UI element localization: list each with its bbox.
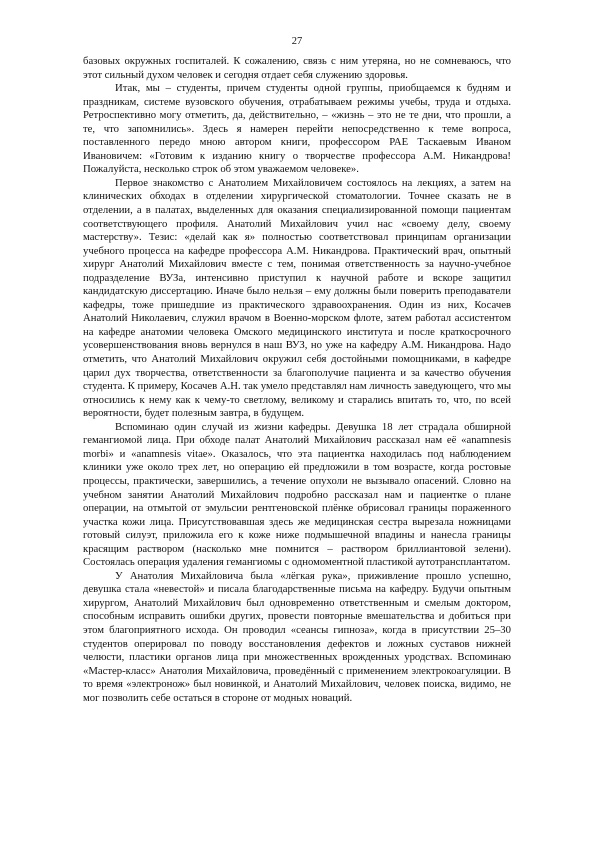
paragraph-1: базовых окружных госпиталей. К сожалению, связь с ним утеряна, но не сомневаюсь, что этот сильный духом человек и сегодня отдает себя служению здоровья. <box>83 55 511 81</box>
paragraph-2: Итак, мы – студенты, причем студенты одной группы, приобщаемся к будням и праздникам, системе вузовского обучения, отрабатываем режимы учебы, труда и отдыха. Ретроспективно могу отметить, да, действительно, – «жизнь – это не те дни, что прошли, а те, что запомнились». Здесь я намерен перейти непосредственно к теме вопроса, поставленного передо мною автором книги, профессором РАЕ Таскаевым Иваном Ивановичем: «Готовим к изданию книгу о творчестве профессора А.М. Никандрова! Пожалуйста, несколько строк об этом уважаемом человеке». <box>83 82 511 176</box>
page-number: 27 <box>291 36 303 47</box>
paragraph-4: Вспоминаю один случай из жизни кафедры. Девушка 18 лет страдала обширной гемангиомой лица. При обходе палат Анатолий Михайлович рассказал нам её «anamnesis morbi» и «anamnesis vitae». Оказалось, что эта пациентка находилась под наблюдением клиники уже около трех лет, но операцию ей предложили в том возрасте, когда ростовые процессы, практически, завершились, а течение опухоли не вызывало опасений. Словно на учебном занятии Анатолий Михайлович подробно рассказал нам и пациентке о плане операции, на отмытой от эмульсии рентгеновской плёнке обрисовал границы пораженного участка кожи лица. Присутствовавшая здесь же медицинская сестра вырезала ножницами готовый силуэт, приложила его к коже ниже подмышечной впадины и нанесла границы красящим раствором (насколько мне помнится – раствором бриллиантовой зелени). Состоялась операция удаления гемангиомы с одномоментной пластикой аутотрансплантатом. <box>83 420 511 569</box>
paragraph-5: У Анатолия Михайловича была «лёгкая рука», приживление прошло успешно, девушка стала «невестой» и писала благодарственные письма на кафедру. Будучи опытным хирургом, Анатолий Михайлович был одновременно ответственным и смелым доктором, способным исправить ошибки других, провести повторные вмешательства и добиться при этом благоприятного исхода. Он проводил «сеансы гипноза», когда в присутствии 25–30 студентов оперировал по поводу восстановления дефектов и ложных суставов нижней челюсти, пластики органов лица при множественных врожденных уродствах. Вспоминаю «Мастер-класс» Анатолия Михайловича, проведённый с применением электрокоагуляции. В то время «электронож» был новинкой, и Анатолий Михайлович, человек поиска, видимо, не мог позволить себе остаться в стороне от модных новаций. <box>83 569 511 704</box>
paragraph-3: Первое знакомство с Анатолием Михайловичем состоялось на лекциях, а затем на клинических обходах в отделении хирургической стоматологии. Точнее сказать не в отделении, а в палатах, выделенных для оказания специализированной помощи пациентам соответствующего профиля. Анатолий Михайлович учил нас «своему делу, своему мастерству». Тезис: «делай как я» полностью соответствовал принципам организации учебного процесса на кафедре профессора А.М. Никандрова. Практический врач, опытный хирург Анатолий Михайлович вместе с тем, понимая ответственность за научно-учебное подразделение ВУЗа, интенсивно приступил к научной работе и вскоре защитил кандидатскую диссертацию. Иначе было нельзя – ему должны были поверить преподаватели кафедры, тоже пришедшие из практического здравоохранения. Один из них, Косачев Анатолий Николаевич, служил врачом в Военно-морском флоте, затем работал ассистентом на кафедре анатомии человека Омского медицинского института и после краткосрочного усовершенствования вновь вернулся в наш ВУЗ, но уже на кафедру А.М. Никандрова. Надо отметить, что Анатолий Михайлович окружил себя достойными помощниками, в кафедре царил дух творчества, ответственности за благополучие пациента и за качество обучения студента. К примеру, Косачев А.Н. так умело представлял нам личность заведующего, что мы относились к нему как к чему-то светлому, великому и старались впитать то, что, по всей вероятности, будет полезным завтра, в будущем. <box>83 176 511 420</box>
body-text <box>83 55 511 705</box>
